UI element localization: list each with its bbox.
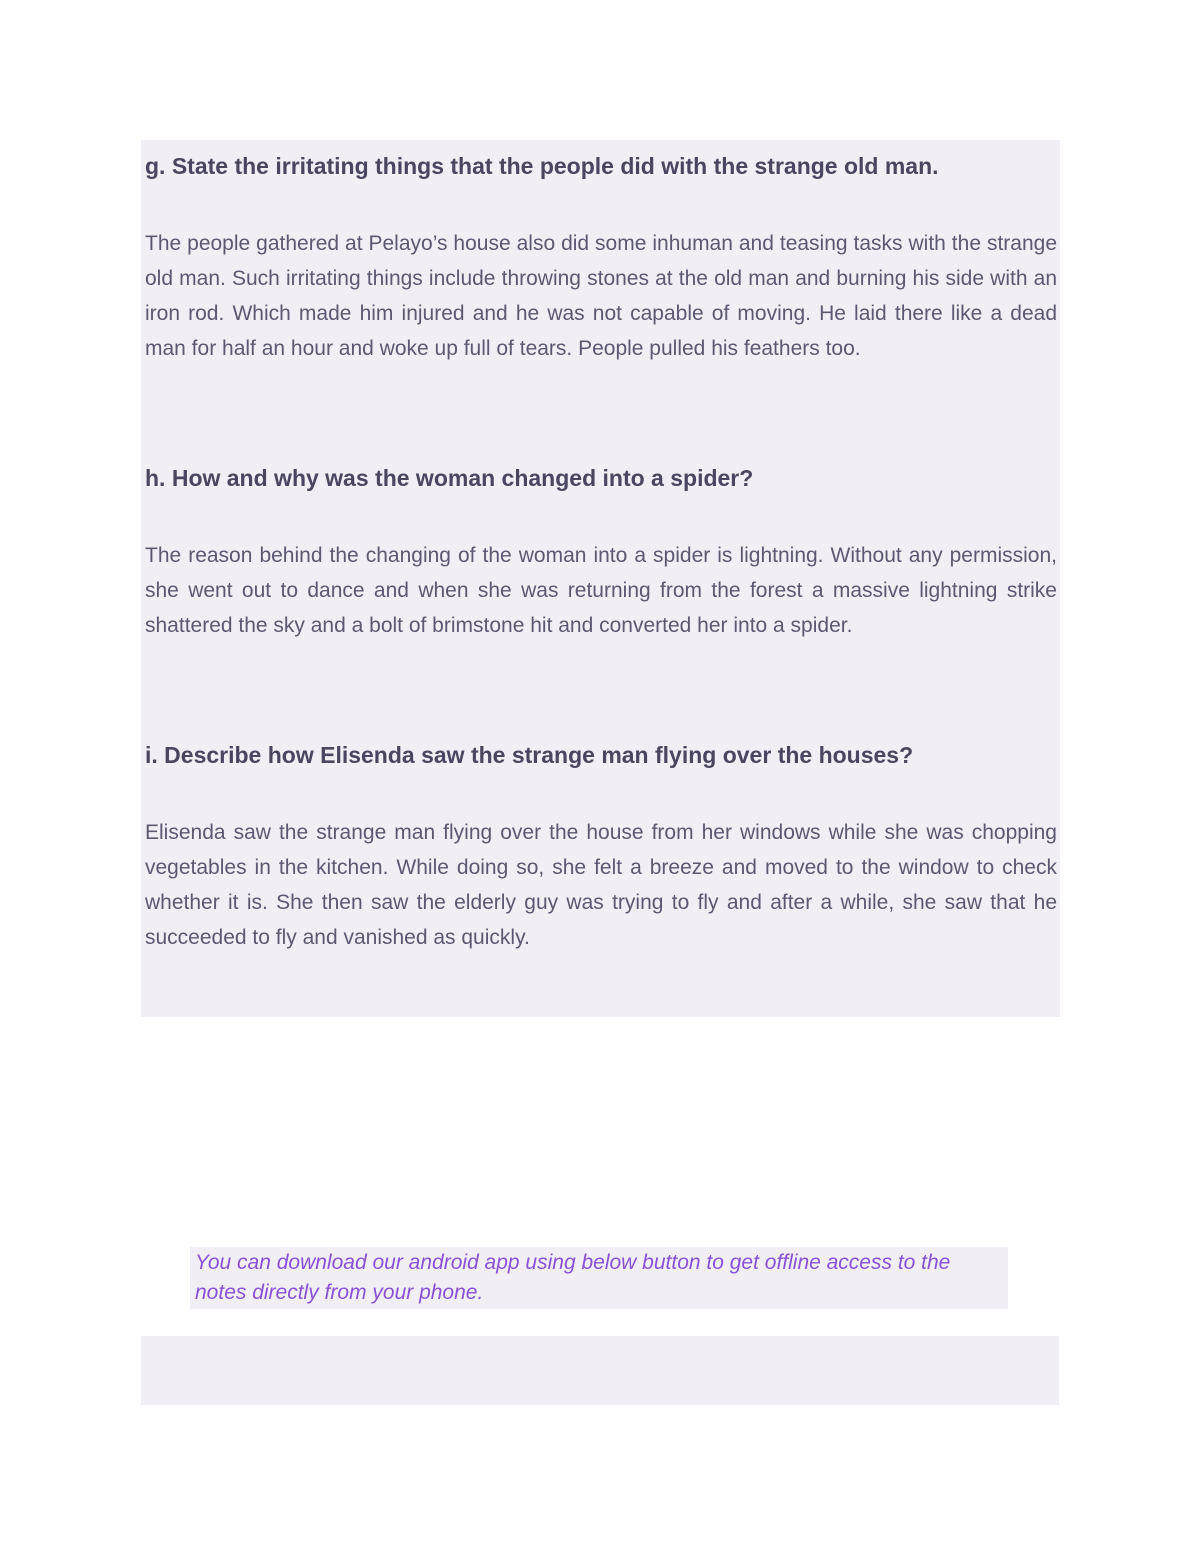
empty-highlight-block (141, 1336, 1059, 1405)
qa-section-i (145, 731, 1057, 955)
notes-content-block (141, 140, 1060, 1017)
question-heading-h: h. How and why was the woman changed into a spider? (145, 465, 754, 491)
question-heading-g: g. State the irritating things that the people did with the strange old man. (145, 153, 939, 179)
question-heading-i: i. Describe how Elisenda saw the strange man flying over the houses? (145, 742, 914, 768)
app-download-note (190, 1247, 1008, 1309)
answer-paragraph-h: The reason behind the changing of the woman into a spider is lightning. Without any permission, she went out to dance and when she was returning from the forest a massive lightning strike shattered the sky and a bolt of brimstone hit and converted her into a spider. (145, 544, 1057, 637)
app-download-note-text: You can download our android app using below button to get offline access to the notes directly from your phone. (195, 1251, 951, 1304)
answer-paragraph-i: Elisenda saw the strange man flying over the house from her windows while she was chopping vegetables in the kitchen. While doing so, she felt a breeze and moved to the window to check whether it is. She then saw the elderly guy was trying to fly and after a while, she saw that he succeeded to fly and vanished as quickly. (145, 821, 1057, 949)
qa-section-h (145, 454, 1057, 643)
answer-paragraph-g: The people gathered at Pelayo’s house also did some inhuman and teasing tasks with the strange old man. Such irritating things include throwing stones at the old man and burning his side with an iron rod. Which made him injured and he was not capable of moving. He laid there like a dead man for half an hour and woke up full of tears. People pulled his feathers too. (145, 232, 1057, 360)
qa-section-g (145, 142, 1057, 366)
